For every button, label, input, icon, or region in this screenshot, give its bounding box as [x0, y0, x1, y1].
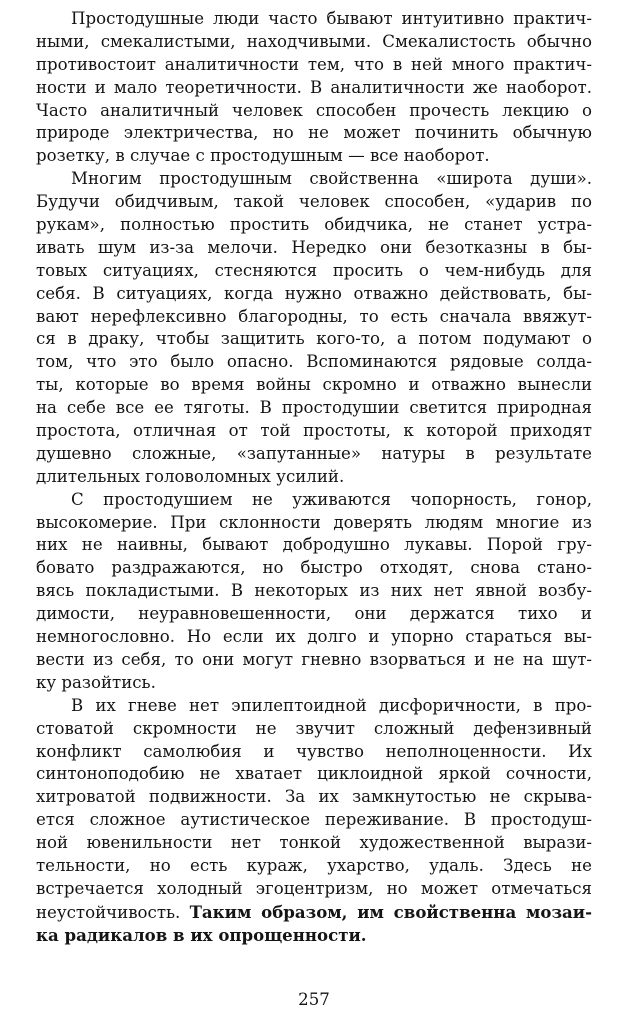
text-line: синтоноподобию не хватает циклоидной яркой сочности,	[36, 764, 592, 784]
text-line: розетку, в случае с простодушным — все наоборот.	[36, 146, 490, 166]
text-body	[36, 8, 592, 947]
text-line: рукам», полностью простить обидчика, не станет устра-	[36, 215, 592, 235]
text-line: на себе все ее тяготы. В простодушии светится природная	[36, 398, 592, 418]
text-line: бовато раздражаются, но быстро отходят, снова стано-	[36, 558, 592, 578]
text-line: димости, неуравновешенности, они держатся тихо и	[36, 604, 592, 624]
text-line: душевно сложные, «запутанные» натуры в результате	[36, 443, 592, 463]
paragraph	[36, 168, 592, 488]
text-line: Будучи обидчивым, такой человек способен, «ударив по	[36, 192, 592, 212]
bold-text-line: ка радикалов в их опрощенности.	[36, 924, 367, 945]
text-line: С простодушием не уживаются чопорность, гонор,	[71, 489, 592, 509]
text-line: ты, которые во время войны скромно и отважно вынесли	[36, 375, 592, 395]
text-line: В их гневе нет эпилептоидной дисфоричности, в про-	[71, 695, 592, 715]
text-line: высокомерие. При склонности доверять людям многие из	[36, 512, 592, 532]
text-line: встречается холодный эгоцентризм, но может отмечаться	[36, 878, 592, 898]
text-line: длительных головоломных усилий.	[36, 466, 345, 486]
text-line: вают нерефлексивно благородны, то есть сначала ввяжут-	[36, 306, 592, 326]
text-line: ется сложное аутистическое переживание. В простодуш-	[36, 810, 592, 830]
text-line: том, что это было опасно. Вспоминаются рядовые солда-	[36, 352, 592, 372]
text-line: Часто аналитичный человек способен прочесть лекцию о	[36, 100, 592, 120]
book-page	[36, 8, 592, 1008]
text-line: них не наивны, бывают добродушно лукавы. Порой гру-	[36, 535, 592, 555]
page-number: 257	[298, 990, 330, 1009]
paragraph	[36, 8, 592, 168]
plain-run: неустойчивость.	[36, 902, 190, 922]
text-line: ными, смекалистыми, находчивыми. Смекалистость обычно	[36, 31, 592, 51]
text-line: себя. В ситуациях, когда нужно отважно действовать, бы-	[36, 283, 592, 303]
text-line	[36, 901, 592, 924]
text-line: вести из себя, то они могут гневно взорваться и не на шут-	[36, 649, 592, 669]
text-line: ивать шум из-за мелочи. Нередко они безотказны в бы-	[36, 237, 592, 257]
text-line: хитроватой подвижности. За их замкнутостью не скрыва-	[36, 787, 592, 807]
text-line: немногословно. Но если их долго и упорно стараться вы-	[36, 627, 592, 647]
text-line: ности и мало теоретичности. В аналитичности же наоборот.	[36, 77, 592, 97]
text-line: простота, отличная от той простоты, к которой приходят	[36, 421, 592, 441]
text-line: ся в драку, чтобы защитить кого-то, а потом подумают о	[36, 329, 592, 349]
text-line: конфликт самолюбия и чувство неполноценности. Их	[36, 741, 592, 761]
text-line: противостоит аналитичности тем, что в ней много практич-	[36, 54, 592, 74]
text-line: ку разойтись.	[36, 672, 156, 692]
text-line: тельности, но есть кураж, ухарство, удаль. Здесь не	[36, 855, 592, 875]
text-line: ной ювенильности нет тонкой художественной вырази-	[36, 833, 592, 853]
paragraph	[36, 695, 592, 947]
text-line: Многим простодушным свойственна «широта души».	[71, 169, 592, 189]
text-line: товых ситуациях, стесняются просить о чем-нибудь для	[36, 260, 592, 280]
paragraph	[36, 489, 592, 695]
text-line: вясь покладистыми. В некоторых из них нет явной возбу-	[36, 581, 592, 601]
text-line: природе электричества, но не может починить обычную	[36, 123, 592, 143]
text-line: стоватой скромности не звучит сложный дефензивный	[36, 718, 592, 738]
text-line: Простодушные люди часто бывают интуитивно практич-	[71, 9, 592, 28]
bold-run: Таким образом, им свойственна мозаи-	[189, 901, 592, 922]
